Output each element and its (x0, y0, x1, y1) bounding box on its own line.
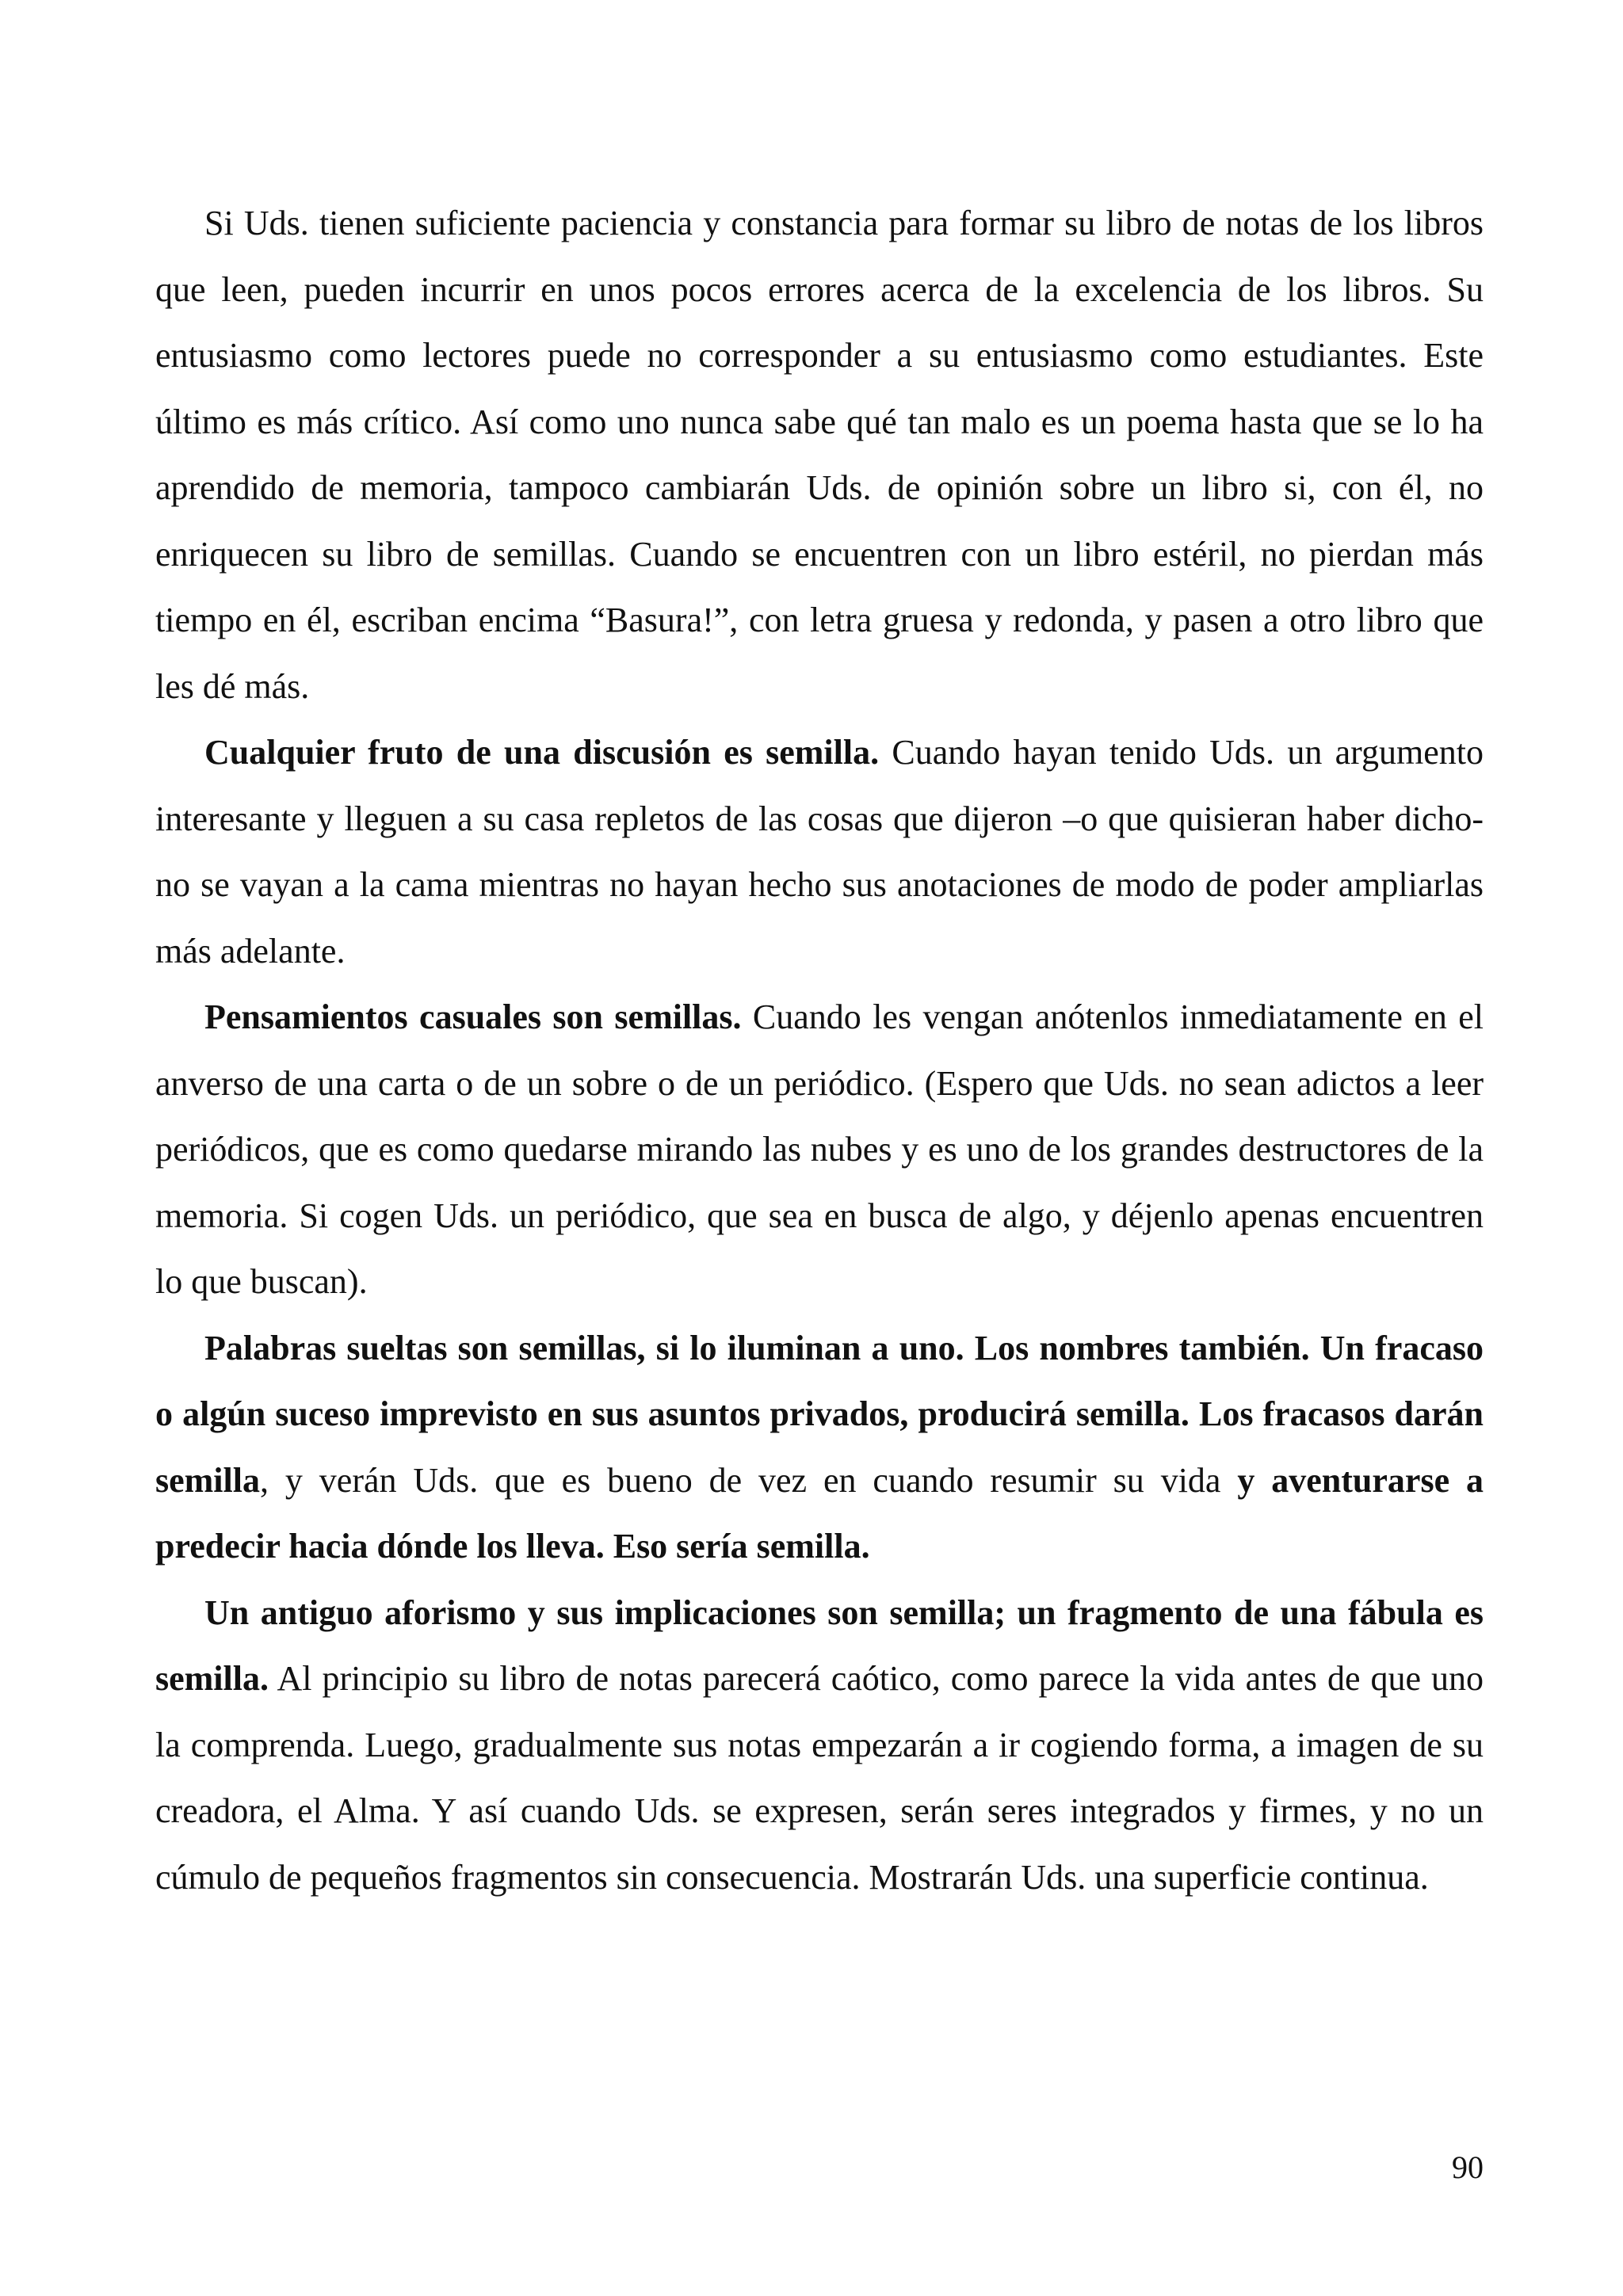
paragraph-4 (155, 1315, 1484, 1580)
paragraph-bold-lead: Cualquier fruto de una discusión es semilla. (204, 733, 880, 772)
paragraph-bold-lead: Palabras sueltas son semillas, si lo iluminan a uno. Los nombres también. Un fracaso o algún suceso imprevisto en sus asuntos privados, producirá semilla. Los fracasos darán semilla (155, 1328, 1484, 1500)
paragraph-3 (155, 984, 1484, 1315)
paragraph-text: Cuando hayan tenido Uds. un argumento interesante y lleguen a su casa repletos de las cosas que dijeron –o que quisieran haber dicho- no se vayan a la cama mientras no hayan hecho sus anotaciones de modo de poder ampliarlas más adelante. (155, 733, 1484, 971)
paragraph-bold-tail: y aventurarse a predecir hacia dónde los lleva. Eso sería semilla. (155, 1460, 1484, 1566)
paragraph-2 (155, 719, 1484, 984)
paragraph-text: Cuando les vengan anótenlos inmediatamente en el anverso de una carta o de un sobre o de un periódico. (Espero que Uds. no sean adictos a leer periódicos, que es como quedarse mirando las nubes y es uno de los grandes destructores de la memoria. Si cogen Uds. un periódico, que sea en busca de algo, y déjenlo apenas encuentren lo que buscan). (155, 997, 1484, 1301)
paragraph-text: Si Uds. tienen suficiente paciencia y constancia para formar su libro de notas de los libros que leen, pueden incurrir en unos pocos errores acerca de la excelencia de los libros. Su entusiasmo como lectores puede no corresponder a su entusiasmo como estudiantes. Este último es más crítico. Así como uno nunca sabe qué tan malo es un poema hasta que se lo ha aprendido de memoria, tampoco cambiarán Uds. de opinión sobre un libro si, con él, no enriquecen su libro de semillas. Cuando se encuentren con un libro estéril, no pierdan más tiempo en él, escriban encima “Basura!”, con letra gruesa y redonda, y pasen a otro libro que les dé más. (155, 204, 1484, 706)
paragraph-1 (155, 190, 1484, 719)
paragraph-text: , y verán Uds. que es bueno de vez en cuando resumir su vida (259, 1460, 1238, 1500)
document-body (155, 190, 1484, 1910)
paragraph-bold-lead: Un antiguo aforismo y sus implicaciones son semilla; un fragmento de una fábula es semilla. (155, 1592, 1484, 1698)
paragraph-5 (155, 1580, 1484, 1911)
page-number: 90 (1452, 2149, 1484, 2185)
paragraph-text: Al principio su libro de notas parecerá caótico, como parece la vida antes de que uno la comprenda. Luego, gradualmente sus notas empezarán a ir cogiendo forma, a imagen de su creadora, el Alma. Y así cuando Uds. se expresen, serán seres integrados y firmes, y no un cúmulo de pequeños fragmentos sin consecuencia. Mostrarán Uds. una superficie continua. (155, 1659, 1484, 1897)
paragraph-bold-lead: Pensamientos casuales son semillas. (204, 997, 742, 1036)
